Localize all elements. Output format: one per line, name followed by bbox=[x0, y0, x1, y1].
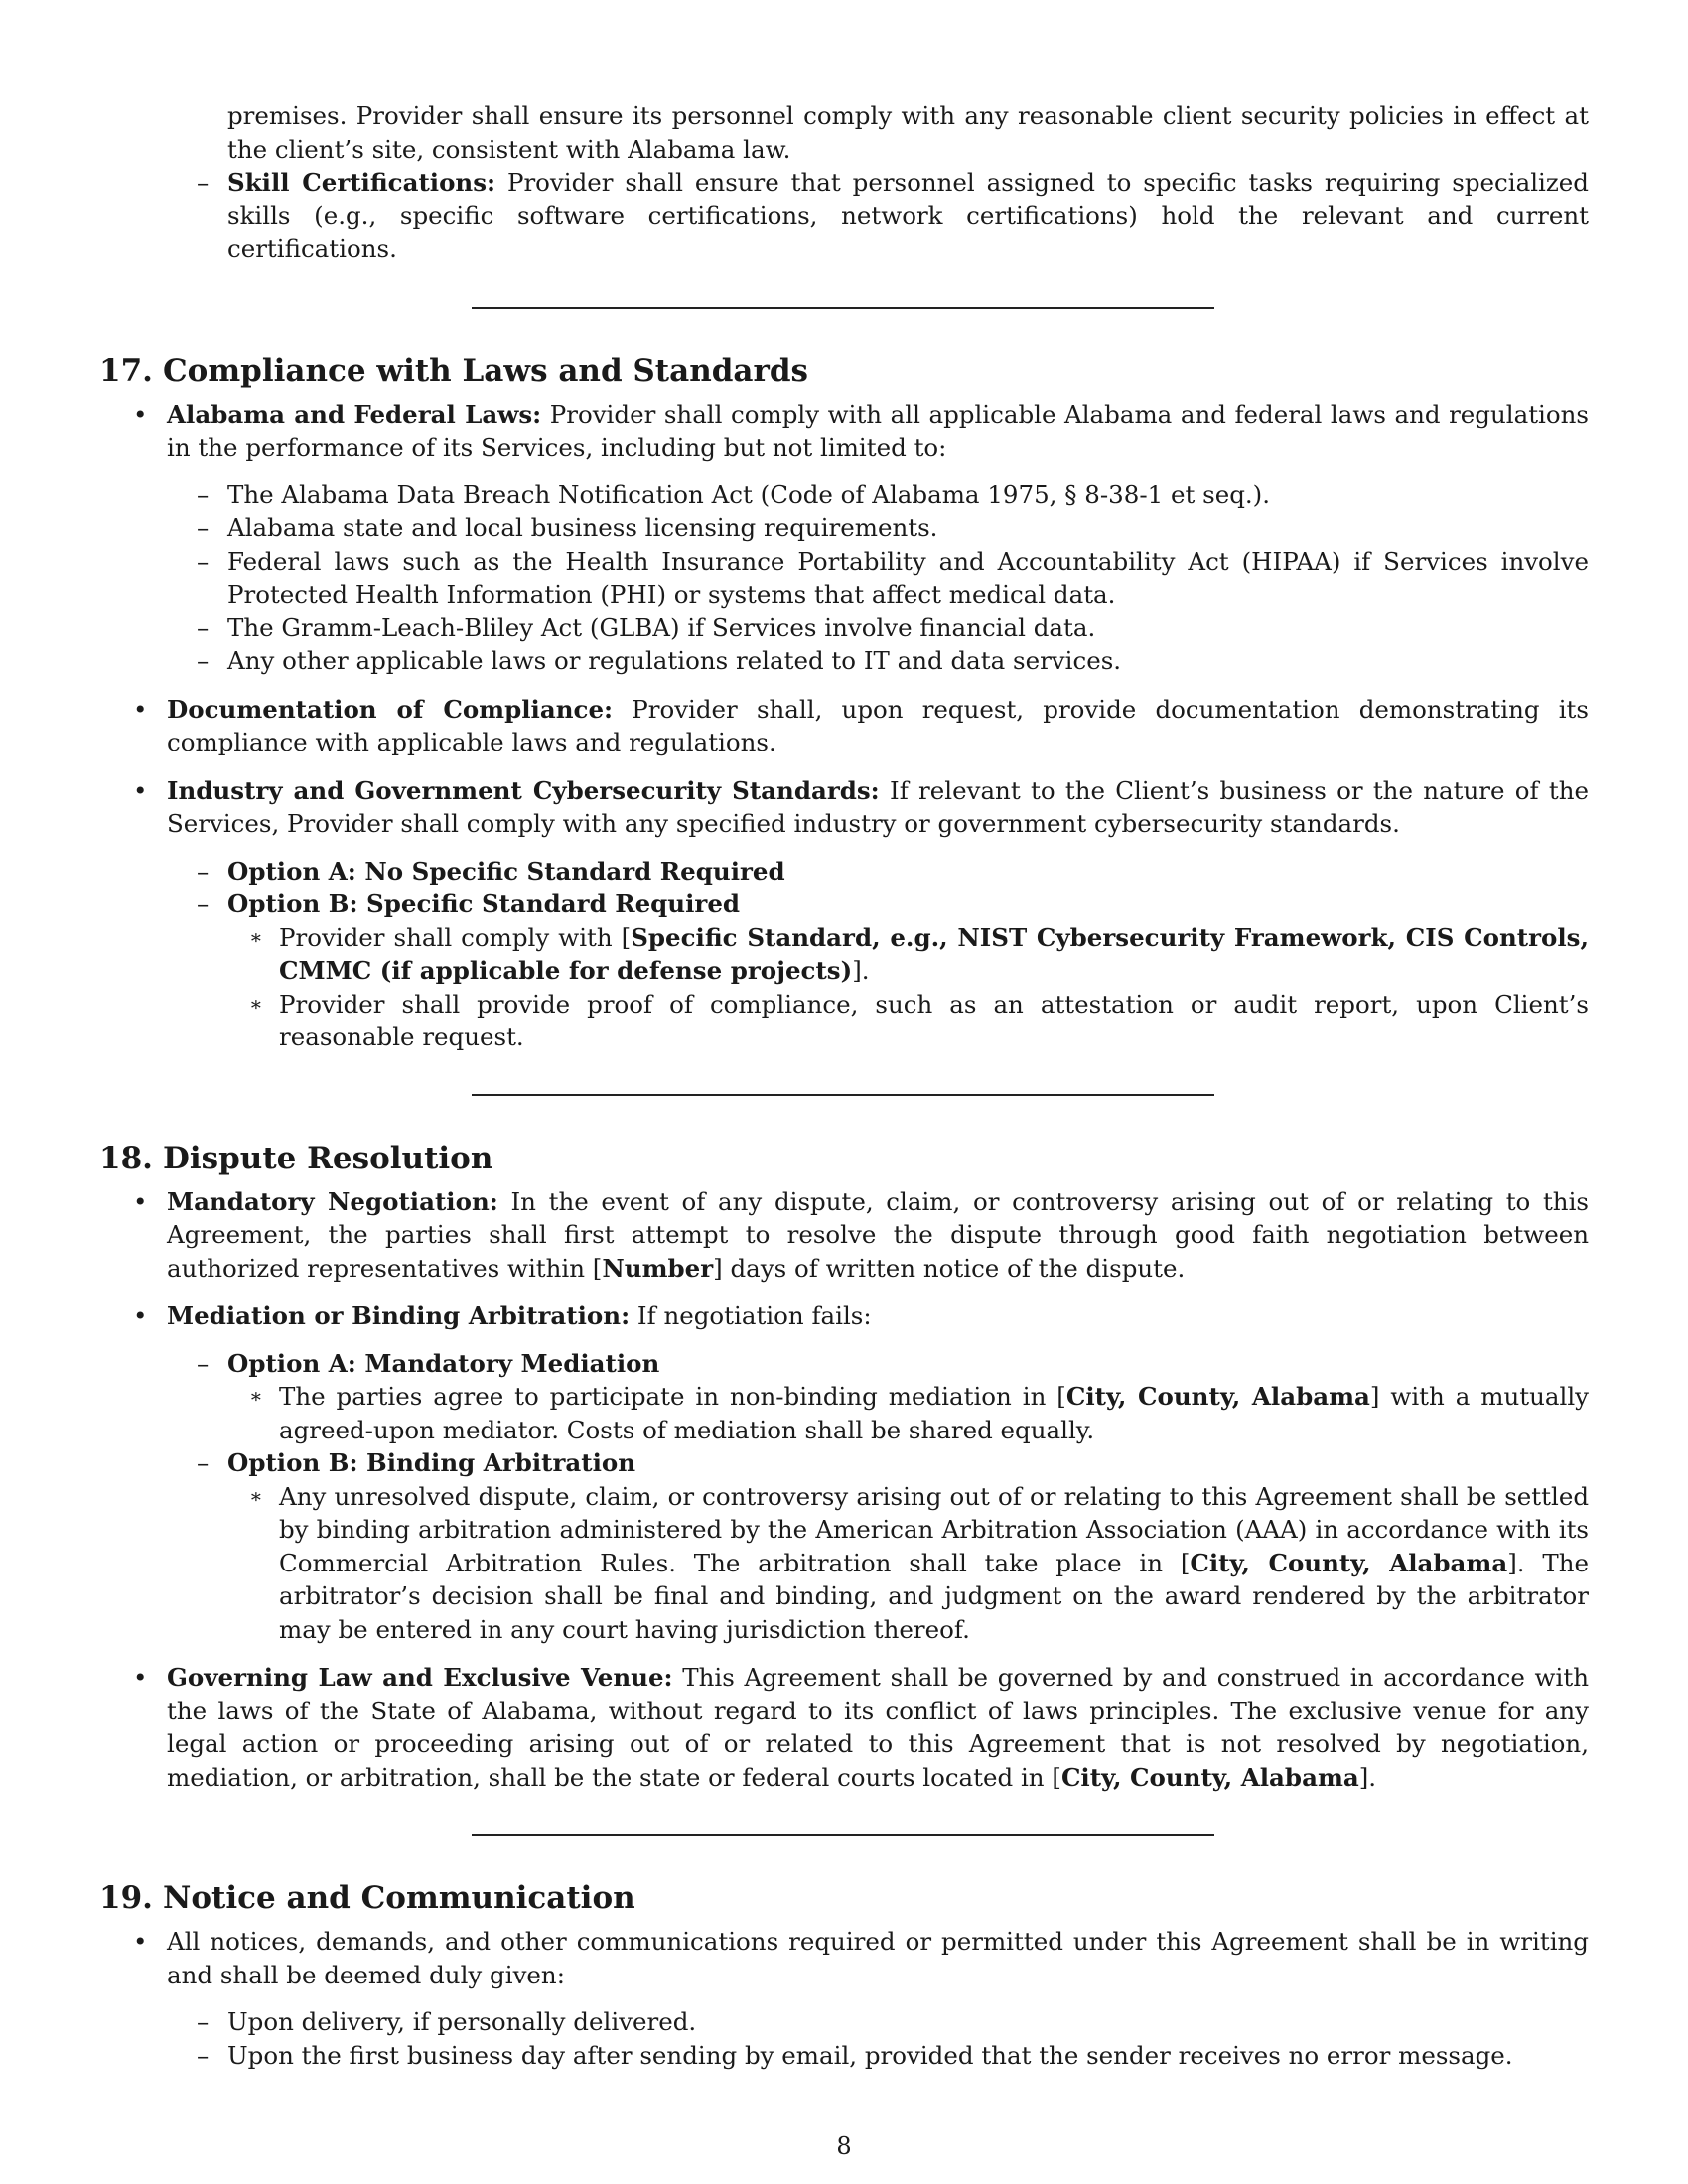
notices-text: All notices, demands, and other communications required or permitted under this Agreement shall be in writing and shall be deemed duly given: bbox=[167, 1927, 1589, 1989]
page-number: 8 bbox=[836, 2132, 852, 2160]
cybersecurity-standards-label: Industry and Government Cybersecurity Standards: bbox=[167, 775, 880, 805]
mediation-arbitration-item: • Mediation or Binding Arbitration: If negotiation fails: bbox=[99, 1299, 1589, 1333]
list-item: – The Gramm-Leach-Bliley Act (GLBA) if Services involve financial data. bbox=[197, 613, 1096, 642]
governing-law-item: • Governing Law and Exclusive Venue: This Agreement shall be governed by and construed in accordance with the laws of the State of Alabama, without regard to its conflict of laws principles. The exclusive venue for any legal action or proceeding arising out of or related to this Agreement that is not resolved by negotiation, mediation, or arbitration, shall be the state or federal courts located in [City, County, Alabama]. bbox=[133, 1663, 1589, 1792]
cybersecurity-standards-item bbox=[99, 774, 1589, 841]
mandatory-negotiation-label: Mandatory Negotiation: bbox=[167, 1186, 498, 1216]
section-divider bbox=[472, 307, 1214, 309]
option-b-subitem: ∗ Provider shall comply with [Specific Standard, e.g., NIST Cybersecurity Framework, CIS Controls, CMMC (if applicable for defense projects)]. bbox=[249, 922, 1589, 985]
bullet: • bbox=[133, 1301, 148, 1330]
alabama-federal-laws-item bbox=[99, 398, 1589, 465]
section-18-heading bbox=[99, 1139, 1589, 1178]
option-b-item: – Option B: Binding Arbitration bbox=[197, 1448, 636, 1477]
notices-item bbox=[99, 1925, 1589, 1991]
section-18-number: 18. bbox=[99, 1140, 153, 1176]
skill-certifications-label: Skill Certifications: bbox=[227, 168, 496, 197]
list-item: – Upon the first business day after sending by email, provided that the sender receives no error message. bbox=[197, 2040, 1513, 2070]
option-b-subitem: ∗ Any unresolved dispute, claim, or controversy arising out of or relating to this Agreement shall be settled by binding arbitration administered by the American Arbitration Association (AAA) in accordance with its Commercial Arbitration Rules. The arbitration shall take place in [City, County, Alabama]. The arbitrator’s decision shall be final and binding, and judgment on the award rendered by the arbitrator may be entered in any court having jurisdiction thereof. bbox=[249, 1481, 1589, 1644]
skill-certifications-text: Provider shall ensure that personnel assigned to specific tasks requiring specialized skills (e.g., specific software certifications, network certifications) hold the relevant and current certifications. bbox=[227, 168, 1589, 263]
mediation-arbitration-label: Mediation or Binding Arbitration: bbox=[167, 1301, 631, 1330]
section-19-number: 19. bbox=[99, 1880, 153, 1916]
documentation-label: Documentation of Compliance: bbox=[167, 694, 614, 724]
option-a-subitem: ∗ The parties agree to participate in non-binding mediation in [City, County, Alabama] with a mutually agreed-upon mediator. Costs of mediation shall be shared equally. bbox=[249, 1382, 1589, 1444]
section-17-title: Compliance with Laws and Standards bbox=[163, 352, 808, 389]
section-18-title: Dispute Resolution bbox=[163, 1140, 493, 1176]
skill-certifications-item bbox=[99, 166, 1589, 266]
section-19-title: Notice and Communication bbox=[163, 1880, 635, 1916]
governing-law-label: Governing Law and Exclusive Venue: bbox=[167, 1663, 673, 1692]
bullet: • bbox=[133, 694, 148, 724]
section-17-number: 17. bbox=[99, 352, 153, 389]
alabama-federal-laws-text: Provider shall comply with all applicable Alabama and federal laws and regulations in the performance of its Services, including but not limited to: bbox=[167, 399, 1589, 462]
list-item: – Upon delivery, if personally delivered. bbox=[197, 2007, 697, 2036]
list-item: – Alabama state and local business licensing requirements. bbox=[197, 513, 938, 542]
section-17-heading bbox=[99, 351, 1589, 391]
mandatory-negotiation-item: • Mandatory Negotiation: In the event of any dispute, claim, or controversy arising out of or relating to this Agreement, the parties shall first attempt to resolve the dispute through good faith negotiation between authorized representatives within [Number] days of written notice of the dispute. bbox=[133, 1186, 1589, 1283]
standards-options bbox=[99, 855, 1589, 1054]
cybersecurity-standards-text: If relevant to the Client’s business or the nature of the Services, Provider shall comply with any specified industry or government cybersecurity standards. bbox=[167, 775, 1589, 838]
option-b-subitem: ∗ Provider shall provide proof of compliance, such as an attestation or audit report, upon Client’s reasonable request. bbox=[249, 989, 1589, 1051]
continuation-paragraph: premises. Provider shall ensure its personnel comply with any reasonable client security policies in effect at the client’s site, consistent with Alabama law. bbox=[227, 101, 1589, 164]
notices-list bbox=[99, 2005, 1589, 2072]
alabama-federal-laws-label: Alabama and Federal Laws: bbox=[167, 399, 542, 429]
bullet: • bbox=[133, 775, 148, 805]
bullet: • bbox=[133, 1927, 148, 1956]
list-item: – Any other applicable laws or regulations related to IT and data services. bbox=[197, 646, 1122, 675]
section-19-heading bbox=[99, 1878, 1589, 1918]
option-a-item: – Option A: Mandatory Mediation bbox=[197, 1348, 660, 1378]
documentation-of-compliance-item bbox=[99, 693, 1589, 759]
documentation-text: Provider shall, upon request, provide documentation demonstrating its compliance with applicable laws and regulations. bbox=[167, 694, 1589, 756]
bullet: • bbox=[133, 1186, 148, 1216]
dispute-options bbox=[99, 1347, 1589, 1647]
bullet: • bbox=[133, 399, 148, 429]
dash-bullet: – bbox=[197, 168, 210, 197]
document-page bbox=[99, 99, 1589, 2072]
section-divider bbox=[472, 1094, 1214, 1096]
option-b-item: – Option B: Specific Standard Required bbox=[197, 889, 741, 918]
list-item: – Federal laws such as the Health Insurance Portability and Accountability Act (HIPAA) if Services involve Protected Health Information (PHI) or systems that affect medical data. bbox=[197, 546, 1589, 609]
laws-list bbox=[99, 478, 1589, 678]
section-divider bbox=[472, 1834, 1214, 1836]
list-item: – The Alabama Data Breach Notification Act (Code of Alabama 1975, § 8-38-1 et seq.). bbox=[197, 479, 1271, 509]
option-a-item: – Option A: No Specific Standard Required bbox=[197, 856, 785, 886]
bullet: • bbox=[133, 1663, 148, 1692]
